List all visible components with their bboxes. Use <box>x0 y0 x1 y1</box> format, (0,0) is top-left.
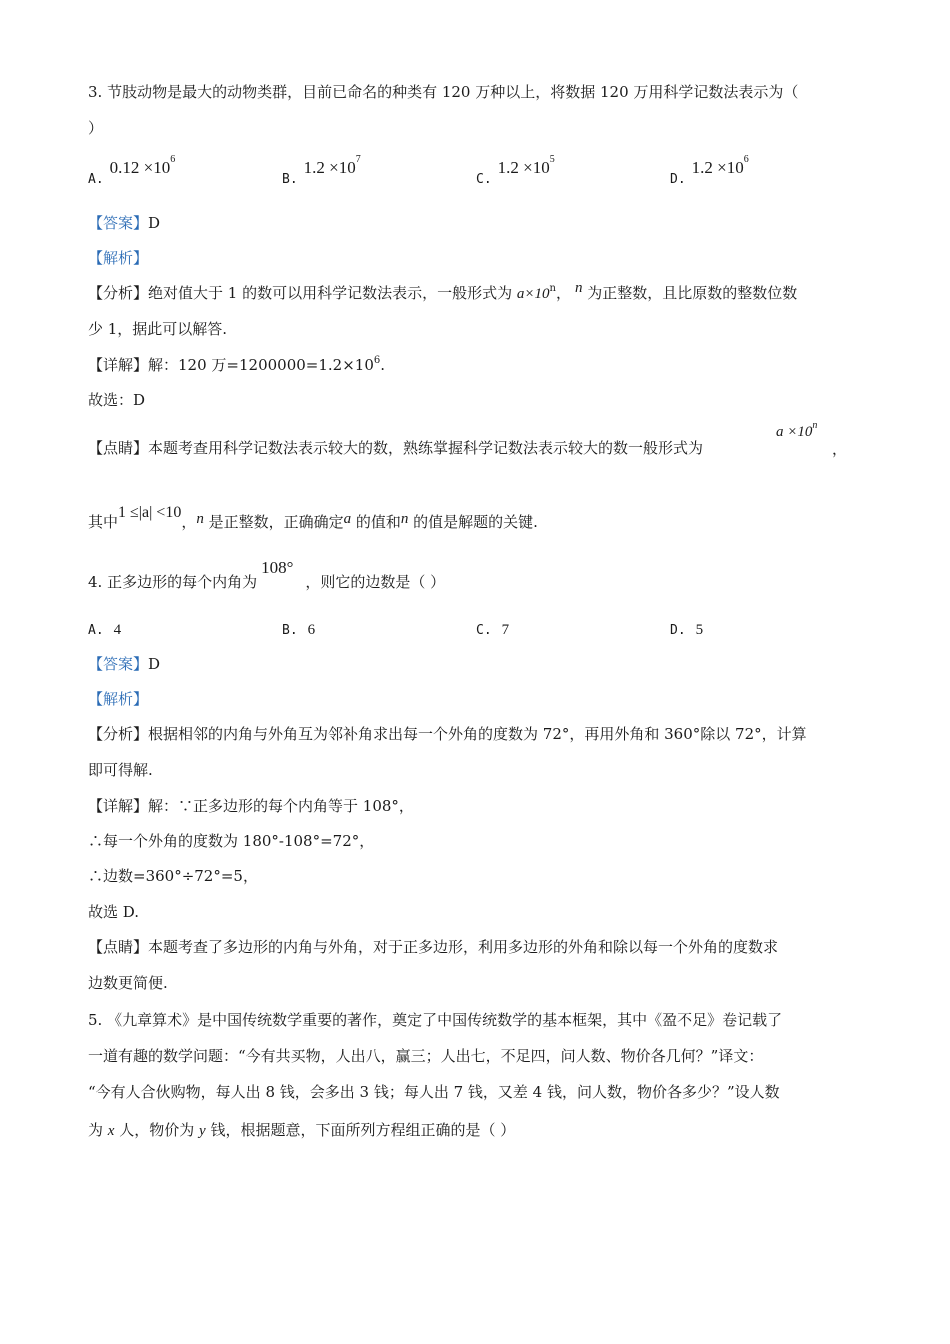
q3-qizhong-line: 其中1 ≤|a| <10，n 是正整数，正确确定a 的值和n 的值是解题的关键. <box>88 504 538 531</box>
q3-option-d: $D.1.2 \times 10^6$ <box>670 154 749 187</box>
q3-option-c-value: $1.2 \times 10^5$ <box>497 154 555 177</box>
q3-dianjing-comma: ， <box>832 442 848 458</box>
q3-fenxi-line2: 少 1，据此可以解答. <box>88 320 228 338</box>
q4-guxuan: 故选 D. <box>88 903 140 921</box>
q4-analysis-tag: 【解析】 <box>88 690 149 708</box>
q5-line3: “今有人合伙购物，每人出 8 钱，会多出 3 钱；每人出 7 钱，又差 4 钱，问人数，物价各多少？”设人数 <box>88 1083 780 1101</box>
q4-dianjing-line2: 边数更简便. <box>88 974 168 992</box>
q4-fenxi-line2: 即可得解. <box>88 761 153 779</box>
q4-option-a: A. 4 <box>88 622 122 638</box>
q3-analysis-tag: 【解析】 <box>88 249 149 267</box>
q3-guxuan: 故选：D <box>88 391 146 409</box>
q5-line1: 5. 《九章算术》是中国传统数学重要的著作，奠定了中国传统数学的基本框架，其中《盈不足》卷记载了 <box>88 1011 783 1029</box>
q5-line4: 为 x 人，物价为 y 钱，根据题意，下面所列方程组正确的是（ ） <box>88 1121 516 1139</box>
q3-option-d-value: $1.2 \times 10^6$ <box>691 154 749 177</box>
q3-option-c: $C.1.2 \times 10^5$ <box>476 154 555 187</box>
q3-option-a-value: $0.12 \times 10^6$ <box>109 154 176 177</box>
q4-xiangjie: 【详解】解：∵正多边形的每个内角等于 108°， <box>88 797 414 815</box>
q3-dianjing-formula: $a \times 10^n$ <box>776 420 818 440</box>
q5-line2: 一道有趣的数学问题：“今有共买物，人出八，赢三；人出七，不足四，问人数、物价各几何？”译文： <box>88 1047 764 1065</box>
q4-dianjing-line1: 【点睛】本题考查了多边形的内角与外角，对于正多边形，利用多边形的外角和除以每一个外角的度数求 <box>88 938 779 956</box>
q3-answer: 【答案】D <box>88 214 161 232</box>
q4-step3: ∴边数=360°÷72°=5， <box>88 867 258 885</box>
q3-stem-line1: 3. 节肢动物是最大的动物类群，目前已命名的种类有 120 万种以上，将数据 120 万用科学记数法表示为（ <box>88 83 799 101</box>
q3-option-b-value: $1.2 \times 10^7$ <box>303 154 361 177</box>
q4-option-c: C. 7 <box>476 622 510 638</box>
q3-option-a: $A.0.12 \times 10^6$ <box>88 154 176 187</box>
q3-dianjing-line1: 【点睛】本题考查用科学记数法表示较大的数，熟练掌握科学记数法表示较大的数一般形式为 <box>88 439 704 457</box>
q4-answer: 【答案】D <box>88 655 161 673</box>
q4-stem-formula: 108° <box>261 558 294 577</box>
q4-option-b: B. 6 <box>282 622 316 638</box>
q3-fenxi-line1: 【分析】绝对值大于 1 的数可以用科学记数法表示，一般形式为 $a\times 10^n$， n 为正整数，且比原数的整数位数 <box>88 280 798 302</box>
q4-fenxi-line1: 【分析】根据相邻的内角与外角互为邻补角求出每一个外角的度数为 72°，再用外角和 360°除以 72°，计算 <box>88 725 807 743</box>
q3-stem-line2: ） <box>88 119 104 137</box>
q4-option-d: D. 5 <box>670 622 704 638</box>
q3-option-b: $B.1.2 \times 10^7$ <box>282 154 361 187</box>
q4-stem: 4. 正多边形的每个内角为108°，则它的边数是（ ） <box>88 558 446 591</box>
q3-xiangjie: 【详解】解：120 万$=1200000=1.2\times 10^6$. <box>88 355 386 374</box>
q4-step2: ∴每一个外角的度数为 180°-108°=72°， <box>88 832 375 850</box>
